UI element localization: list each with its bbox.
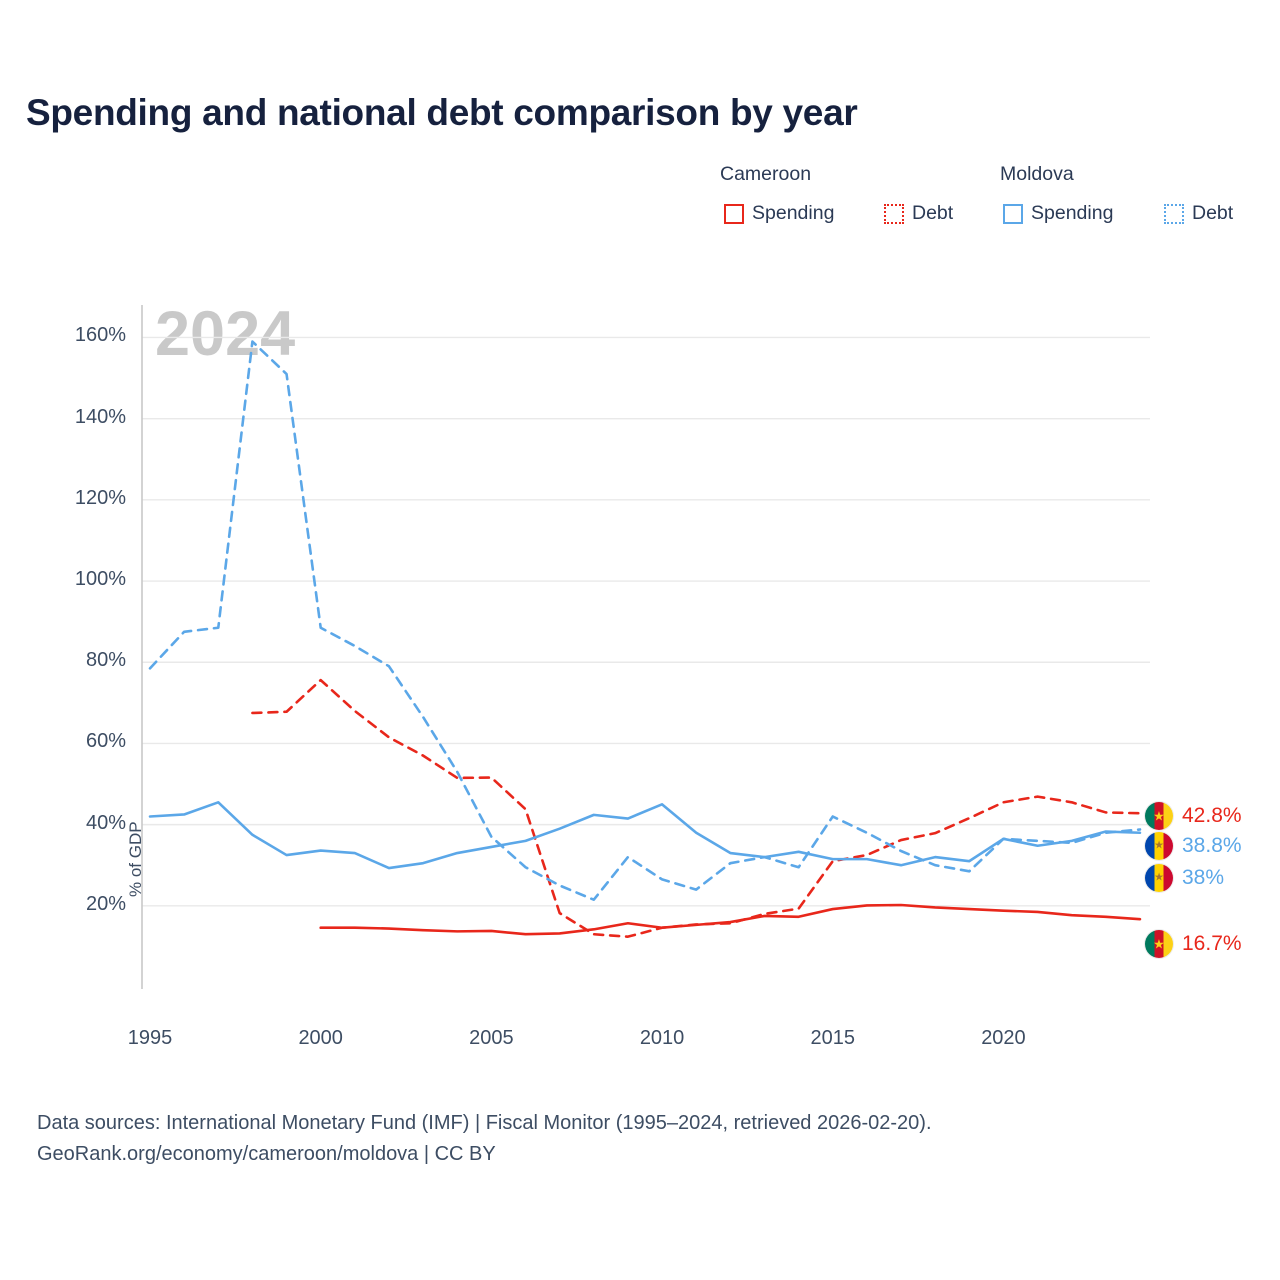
- legend-swatch-solid-red-icon: [724, 204, 744, 224]
- y-axis-label: % of GDP: [126, 821, 145, 897]
- end-label-cameroon-debt: [1145, 802, 1242, 830]
- flag-cameroon-icon: ★: [1145, 802, 1173, 830]
- legend-label-moldova-spending: Spending: [1031, 202, 1114, 224]
- y-tick-label: 80%: [85, 649, 126, 672]
- legend-swatch-dotted-blue-icon: [1164, 204, 1184, 224]
- series-line-moldova-debt: [150, 342, 1140, 900]
- y-tick-label: 20%: [85, 892, 126, 915]
- flag-moldova-icon: ★: [1145, 832, 1173, 860]
- end-label-cameroon-spending: [1145, 930, 1242, 958]
- x-tick-label: 2010: [639, 1027, 685, 1049]
- legend-group-moldova: Moldova: [1000, 163, 1074, 185]
- legend-item-moldova-debt[interactable]: [1164, 202, 1233, 225]
- flag-cameroon-icon: ★: [1145, 930, 1173, 958]
- year-watermark: 2024: [155, 299, 296, 369]
- legend-group-cameroon: Cameroon: [720, 163, 812, 185]
- end-label-value-cameroon-debt: 42.8%: [1182, 804, 1242, 827]
- legend-label-moldova-debt: Debt: [1192, 202, 1234, 224]
- end-label-moldova-spending: [1145, 864, 1224, 892]
- legend-swatch-dotted-red-icon: [884, 204, 904, 224]
- series-lines: [150, 342, 1140, 937]
- end-label-value-moldova-debt: 38.8%: [1182, 834, 1242, 857]
- y-tick-label: 60%: [85, 730, 126, 753]
- end-label-value-cameroon-spending: 16.7%: [1182, 932, 1242, 955]
- legend-item-cameroon-debt[interactable]: [884, 202, 953, 225]
- plot-area: [74, 297, 1150, 1049]
- legend-swatch-solid-blue-icon: [1003, 204, 1023, 224]
- footer-line-attribution: GeoRank.org/economy/cameroon/moldova | CC BY: [37, 1143, 496, 1165]
- x-tick-label: 2015: [810, 1027, 855, 1049]
- y-tick-label: 40%: [85, 811, 126, 834]
- y-tick-label: 120%: [74, 486, 126, 509]
- legend-item-moldova-spending[interactable]: [1003, 202, 1113, 225]
- plot-svg: [140, 297, 1150, 1009]
- series-line-moldova-spending: [150, 802, 1140, 868]
- chart-title: Spending and national debt comparison by year: [26, 92, 858, 133]
- footer-line-sources: Data sources: International Monetary Fund (IMF) | Fiscal Monitor (1995–2024, retrieved 2026-02-20).: [37, 1112, 932, 1134]
- x-tick-label: 2000: [298, 1027, 343, 1049]
- y-tick-label: 140%: [74, 405, 126, 428]
- end-label-moldova-debt: [1145, 832, 1242, 860]
- flag-moldova-icon: ★: [1145, 864, 1173, 892]
- series-line-cameroon-debt: [252, 680, 1140, 937]
- legend-label-cameroon-spending: Spending: [752, 202, 835, 224]
- legend-item-cameroon-spending[interactable]: [724, 202, 834, 225]
- y-tick-label: 100%: [74, 568, 126, 591]
- x-tick-label: 2005: [469, 1027, 514, 1049]
- end-label-value-moldova-spending: 38%: [1182, 866, 1225, 889]
- x-tick-label: 1995: [127, 1027, 173, 1049]
- x-tick-label: 2020: [981, 1027, 1026, 1049]
- chart-legend: [714, 163, 1254, 243]
- chart-footer: [37, 1108, 932, 1170]
- legend-label-cameroon-debt: Debt: [912, 202, 954, 224]
- series-line-cameroon-spending: [321, 905, 1140, 934]
- y-tick-label: 160%: [74, 324, 126, 347]
